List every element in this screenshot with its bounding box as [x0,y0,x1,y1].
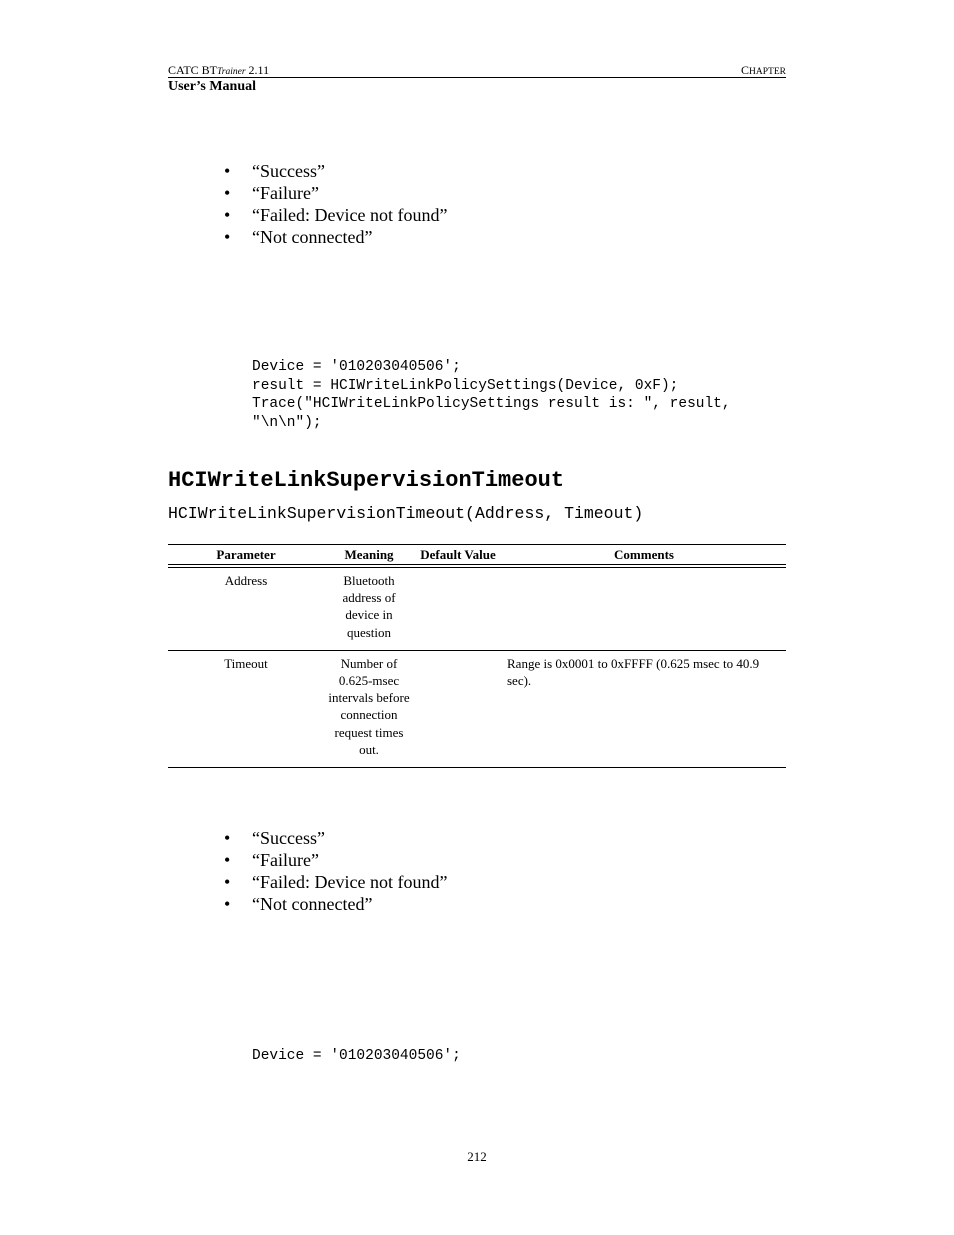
running-header-chapter: CHAPTER [741,63,786,77]
header-meaning: Meaning [344,547,394,562]
cell-meaning: Number of 0.625-msec intervals before connection request times out. [328,655,410,757]
example-code: Device = '010203040506'; [252,1048,461,1064]
list-item: • “Failure” [222,849,447,871]
list-item: • “Success” [222,827,447,849]
product-name: CATC BTTrainer 2.11 [168,63,270,77]
page-number: 212 [467,1149,487,1164]
section-title: HCIWriteLinkSupervisionTimeout [168,468,565,493]
table-row [168,568,786,651]
list-item: • “Failed: Device not found” [222,871,447,893]
cell-comments [502,568,786,650]
table-row [168,651,786,768]
list-item: • “Not connected” [222,893,447,915]
cell-parameter: Timeout [224,655,268,671]
list-item: • “Failure” [222,182,447,204]
parameter-table [168,544,786,768]
function-syntax: HCIWriteLinkSupervisionTimeout(Address, Timeout) [168,504,644,523]
example-code: Device = '010203040506'; result = HCIWriteLinkPolicySettings(Device, 0xF); Trace("HCIWriteLinkPolicySettings result is: ", result, "\n\n"); [252,359,731,431]
header-parameter: Parameter [216,547,276,562]
cell-default [414,568,502,650]
running-header-left [168,63,269,95]
return-values-list [222,827,447,915]
return-values-list [222,160,447,248]
header-default-value: Default Value [420,547,496,562]
table-header-row [168,545,786,564]
list-item: • “Success” [222,160,447,182]
cell-default [414,651,502,767]
header-comments: Comments [614,547,674,562]
list-item: • “Failed: Device not found” [222,204,447,226]
cell-meaning: Bluetooth address of device in question [342,573,396,640]
list-item: • “Not connected” [222,226,447,248]
header-rule [168,77,786,78]
cell-parameter: Address [224,573,268,588]
manual-title: User’s Manual [168,79,257,94]
cell-comments: Range is 0x0001 to 0xFFFF (0.625 msec to 40.9 sec). [507,655,760,689]
